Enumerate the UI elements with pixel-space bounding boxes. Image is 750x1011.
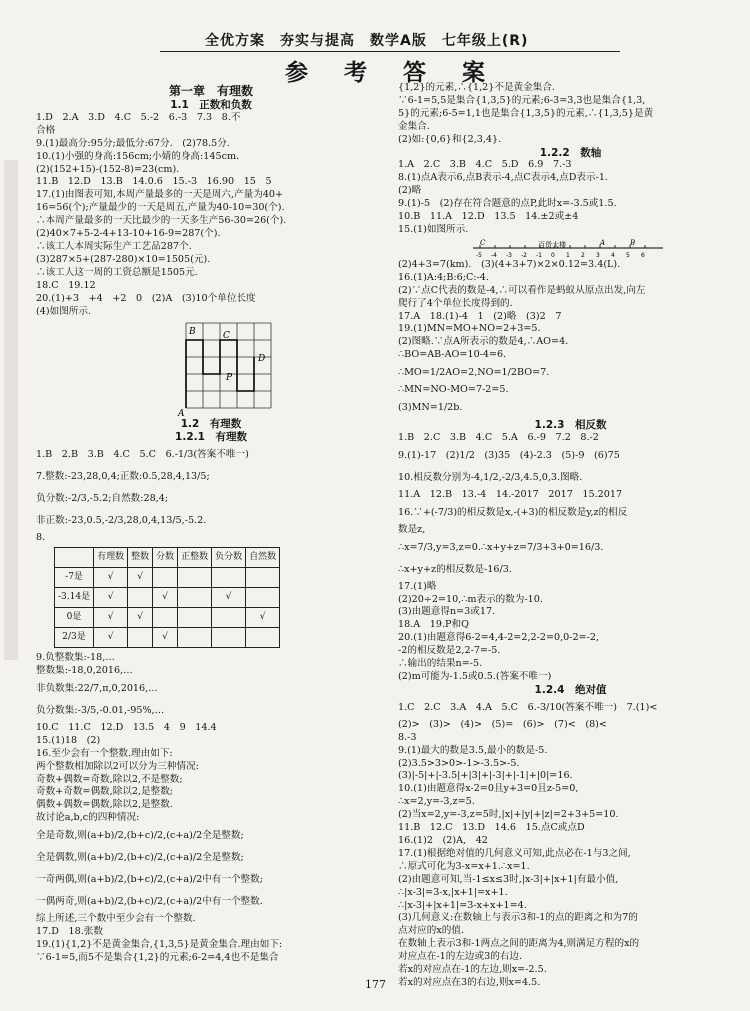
answer-line: {1,2}的元素,∴{1,2}不是黄金集合. xyxy=(398,82,555,93)
answer-line: (2)20÷2=10,∴m表示的数为-10. xyxy=(398,593,543,605)
section-title: 1.2.1 有理数 xyxy=(175,431,247,444)
answer-line: 8. xyxy=(36,532,46,544)
answer-line: 19.(1){1,2}不是黄金集合,{1,3,5}是黄金集合.理由如下: xyxy=(36,939,283,950)
answer-line: (3)287×5+(287-280)×10=1505(元). xyxy=(36,253,211,265)
answer-line: 1.B 2.C 3.B 4.C 5.A 6.-9 7.2 8.-2 xyxy=(398,431,599,443)
number-line-tick-label: 5 xyxy=(626,251,630,259)
answer-line: 8.(1)点A表示6,点B表示-4,点C表示4,点D表示-1. xyxy=(398,172,608,184)
answer-line: 11.B 12.C 13.D 14.6 15.点C或点D xyxy=(398,822,585,834)
number-line-tick-label: 3 xyxy=(596,251,600,259)
grid-point-label: B xyxy=(189,327,196,338)
classification-table xyxy=(54,547,280,648)
table-cell: 0是 xyxy=(55,608,94,628)
number-line-tick-label: -3 xyxy=(506,251,512,259)
number-line-svg xyxy=(468,237,668,259)
grid-figure xyxy=(36,318,386,418)
answer-line: 9.(1)最大的数是3.5,最小的数是-5. xyxy=(398,744,548,756)
answer-line: (2)> (3)> (4)> (5)= (6)> (7)< (8)< xyxy=(398,718,607,730)
table-header-cell: 自然数 xyxy=(246,548,280,568)
answer-line: 16.∵+(-7/3)的相反数是x,-(+3)的相反数是y,z的相反 xyxy=(398,506,628,518)
table-header-cell xyxy=(55,548,94,568)
table-cell: -3.14是 xyxy=(55,588,94,608)
answer-line: (2)当x=2,y=-3,z=5时,|x|+|y|+|z|=2+3+5=10. xyxy=(398,809,619,821)
answer-line: 一偶两奇,则(a+b)/2,(b+c)/2,(c+a)/2中有一个整数. xyxy=(36,896,263,908)
answer-line: 两个整数相加除以2可以分为三种情况: xyxy=(36,760,199,772)
table-cell xyxy=(178,608,212,628)
answer-line: 8.-3 xyxy=(398,731,417,743)
table-row xyxy=(55,588,280,608)
answer-line: 对应点在-1的左边或3的右边. xyxy=(398,951,523,963)
answer-line: 奇数+偶数=奇数,除以2,不是整数; xyxy=(36,773,183,785)
grid-point-label: C xyxy=(223,331,230,342)
answer-line: 17.(1)根据绝对值的几何意义可知,此点必在-1与3之间, xyxy=(398,847,631,859)
answer-line: 综上所述,三个数中至少会有一个整数. xyxy=(36,913,196,925)
number-line-point-label: A xyxy=(600,238,606,247)
answer-line: 15.(1)如图所示. xyxy=(398,223,469,235)
answer-line: ∴该工人这一周的工资总额是1505元. xyxy=(36,266,198,278)
table-cell: -7是 xyxy=(55,568,94,588)
answer-line: 偶数+偶数=偶数,除以2,是整数. xyxy=(36,799,173,811)
answer-line: 17.D 18.张数 xyxy=(36,926,103,938)
header-rule xyxy=(160,51,620,52)
table-cell xyxy=(212,628,246,648)
answer-line: ∴BO=AB-AO=10-4=6. xyxy=(398,349,507,361)
table-cell xyxy=(212,608,246,628)
table-cell xyxy=(212,568,246,588)
page-number: 177 xyxy=(365,978,386,991)
number-line-tick-label: -1 xyxy=(536,251,542,259)
answer-line: ∴|x-3|=3-x,|x+1|=x+1. xyxy=(398,886,508,898)
section-title: 1.2.3 相反数 xyxy=(534,419,607,432)
answer-line: 若x的对应点在-1的左边,则x=-2.5. xyxy=(398,964,547,976)
number-line-point-label: C xyxy=(480,238,486,247)
answer-line: (2)略 xyxy=(398,185,422,197)
answer-line: ∴|x-3|+|x+1|=3-x+x+1=4. xyxy=(398,899,527,911)
table-cell xyxy=(128,628,153,648)
answer-line: (2)3.5>3>0>-1>-3.5>-5. xyxy=(398,757,520,769)
answer-line: ∴MO=1/2AO=2,NO=1/2BO=7. xyxy=(398,367,550,379)
answer-line: 17.(1)由图表可知,本周产量最多的一天是周六,产量为40+ xyxy=(36,189,284,201)
left-column xyxy=(36,84,386,965)
answer-line: 11.B 12.D 13.B 14.0.6 15.-3 16.90 15 5 xyxy=(36,176,272,188)
answer-line: 19.(1)MN=MO+NO=2+3=5. xyxy=(398,323,541,335)
section-title: 1.2 有理数 xyxy=(180,418,242,431)
answer-line: 合格 xyxy=(36,124,56,136)
answer-line: 1.C 2.C 3.A 4.A 5.C 6.-3/10(答案不唯一) 7.(1)< xyxy=(398,701,658,713)
table-cell xyxy=(178,628,212,648)
running-header: 全优方案 夯实与提高 数学A版 七年级上(R) xyxy=(205,33,529,49)
answer-line: 非正数:-23,0.5,-2/3,28,0,4,13/5,-5.2. xyxy=(36,515,207,527)
answer-line: 15.(1)18 (2) xyxy=(36,734,101,746)
answer-line: 数是z, xyxy=(398,523,426,535)
table-row xyxy=(55,608,280,628)
answer-line: (4)如图所示. xyxy=(36,305,92,317)
right-column xyxy=(398,82,743,990)
table-header-cell: 有理数 xyxy=(94,548,128,568)
answer-line: ∴本周产量最多的一天比最少的一天多生产56-30=26(个). xyxy=(36,215,287,227)
answer-line: 5}的元素;6-5=1,1也是集合{1,3,5}的元素,∴{1,3,5}是黄 xyxy=(398,107,654,119)
answer-line: 整数集:-18,0,2016,… xyxy=(36,665,133,677)
answer-line: 爬行了4个单位长度得到的. xyxy=(398,297,513,309)
answer-line: (3)MN=1/2b. xyxy=(398,402,463,414)
answer-line: 18.C 19.12 xyxy=(36,279,96,291)
chapter-title: 第一章 有理数 xyxy=(168,84,253,98)
answer-line: 17.A 18.(1)-4 1 (2)略 (3)2 7 xyxy=(398,310,562,322)
number-line-tick-label: -4 xyxy=(491,251,497,259)
table-cell xyxy=(178,588,212,608)
answer-line: 故讨论a,b,c的四种情况: xyxy=(36,812,140,824)
answer-line: (2)∵点C代表的数是-4,∴可以看作是蚂蚁从原点出发,向左 xyxy=(398,284,646,296)
answer-line: 16.至少会有一个整数.理由如下: xyxy=(36,747,173,759)
answer-line: 负分数集:-3/5,-0.01,-95%,… xyxy=(36,704,165,716)
answer-line: (2)40×7+5-2-4+13-10+16-9=287(个). xyxy=(36,228,221,240)
answer-line: 9.(1)-17 (2)1/2 (3)35 (4)-2.3 (5)-9 (6)75 xyxy=(398,449,620,461)
answer-line: 16.(1)2 (2)A, 42 xyxy=(398,834,488,846)
table-header-cell: 负分数 xyxy=(212,548,246,568)
table-row xyxy=(55,568,280,588)
table-cell: √ xyxy=(153,628,178,648)
answer-line: 金集合. xyxy=(398,120,430,132)
answer-line: 11.A 12.B 13.-4 14.-2017 2017 15.2017 xyxy=(398,488,623,500)
table-cell: √ xyxy=(246,608,280,628)
number-line-tick-label: 4 xyxy=(611,251,615,259)
answer-line: 负分数:-2/3,-5.2;自然数:28,4; xyxy=(36,493,169,505)
answer-line: -2的相反数是2,2-7=-5. xyxy=(398,645,501,657)
table-cell xyxy=(246,588,280,608)
answer-line: 20.(1)由题意得6-2=4,4-2=2,2-2=0,0-2=-2, xyxy=(398,632,600,644)
answer-line: ∵6-1=5,而5不是集合{1,2}的元素;6-2=4,4也不是集合 xyxy=(36,951,279,963)
table-cell: √ xyxy=(153,588,178,608)
number-line-tick-label: 2 xyxy=(581,251,585,259)
answer-line: 18.A 19.P和Q xyxy=(398,619,469,631)
answer-line: 9.(1)-5 (2)存在符合题意的点P,此时x=-3.5或1.5. xyxy=(398,198,617,210)
table-cell: √ xyxy=(128,608,153,628)
answer-line: 9.(1)最高分:95分;最低分:67分. (2)78.5分. xyxy=(36,137,230,149)
answer-line: 17.(1)略 xyxy=(398,580,437,592)
table-cell: √ xyxy=(94,588,128,608)
answer-line: (2)图略.∵点A所表示的数是4,∴AO=4. xyxy=(398,336,569,348)
answer-line: 全是偶数,则(a+b)/2,(b+c)/2,(c+a)/2全是整数; xyxy=(36,852,244,864)
answer-line: 1.A 2.C 3.B 4.C 5.D 6.9 7.-3 xyxy=(398,159,572,171)
answer-line: ∴MN=NO-MO=7-2=5. xyxy=(398,384,509,396)
table-cell: √ xyxy=(94,628,128,648)
table-cell: √ xyxy=(94,568,128,588)
answer-line: 1.D 2.A 3.D 4.C 5.-2 6.-3 7.3 8.不 xyxy=(36,111,241,123)
grid-point-label: A xyxy=(178,409,185,419)
answer-line: 10.相反数分别为-4,1/2,-2/3,4.5,0,3.图略. xyxy=(398,471,583,483)
answer-line: 16=56(个);产量最少的一天是周五,产量为40-10=30(个). xyxy=(36,202,285,214)
answer-line: 10.(1)由题意得x-2=0且y+3=0且z-5=0, xyxy=(398,783,579,795)
answer-line: 16.(1)A:4;B:6;C:-4. xyxy=(398,271,489,283)
table-header-cell: 正整数 xyxy=(178,548,212,568)
table-cell: 2/3是 xyxy=(55,628,94,648)
answer-line: 一奇两偶,则(a+b)/2,(b+c)/2,(c+a)/2中有一个整数; xyxy=(36,874,263,886)
table-header-cell: 分数 xyxy=(153,548,178,568)
number-line-point-label: B xyxy=(630,238,636,247)
number-line-tick-label: 0 xyxy=(551,251,555,259)
answer-line: 10.C 11.C 12.D 13.5 4 9 14.4 xyxy=(36,721,217,733)
number-line-tick-label: -2 xyxy=(521,251,527,259)
table-header-cell: 整数 xyxy=(128,548,153,568)
number-line-tick-label: 6 xyxy=(641,251,645,259)
answer-line: (3)|-5|+|-3.5|+|3|+|-3|+|-1|+|0|=16. xyxy=(398,770,573,782)
number-line-tick-label: 1 xyxy=(566,251,570,259)
answer-line: ∴输出的结果n=-5. xyxy=(398,658,483,670)
answer-line: (3)由题意得n=3或17. xyxy=(398,606,496,618)
answer-line: 全是奇数,则(a+b)/2,(b+c)/2,(c+a)/2全是整数; xyxy=(36,830,244,842)
answer-line: 10.(1)小强的身高:156cm;小婧的身高:145cm. xyxy=(36,150,240,162)
answer-line: (2)由题意可知,当-1≤x≤3时,|x-3|+|x+1|有最小值, xyxy=(398,873,619,885)
answer-line: ∴x=7/3,y=3,z=0.∴x+y+z=7/3+3+0=16/3. xyxy=(398,541,604,553)
answer-line: ∴x=2,y=-3,z=5. xyxy=(398,796,475,808)
section-title: 1.1 正数和负数 xyxy=(170,99,252,111)
answer-line: 7.整数:-23,28,0,4;正数:0.5,28,4,13/5; xyxy=(36,471,210,483)
answer-line: 9.负整数集:-18,… xyxy=(36,652,115,664)
number-line-figure xyxy=(398,237,743,259)
answer-line: ∵6-1=5,5是集合{1,3,5}的元素;6-3=3,3也是集合{1,3, xyxy=(398,94,646,106)
answer-line: (3)几何意义:在数轴上与表示3和-1的点的距离之和为7的 xyxy=(398,912,638,924)
grid-svg xyxy=(176,318,296,418)
answer-line: ∴x+y+z的相反数是-16/3. xyxy=(398,563,512,575)
table-cell xyxy=(153,608,178,628)
table-cell: √ xyxy=(128,568,153,588)
section-title: 1.2.4 绝对值 xyxy=(534,683,607,696)
answer-line: (2)m可能为-1.5或0.5.(答案不唯一) xyxy=(398,671,552,682)
number-line-tick-label: -5 xyxy=(476,251,482,259)
answer-line: 点对应的x的值. xyxy=(398,925,465,937)
answer-line: (2)(152+15)-(152-8)=23(cm). xyxy=(36,163,180,175)
binding-spine xyxy=(4,160,18,660)
section-title: 1.2.2 数轴 xyxy=(539,146,602,159)
page-title: 参 考 答 案 xyxy=(285,60,500,86)
table-cell xyxy=(246,628,280,648)
table-cell xyxy=(153,568,178,588)
table-cell xyxy=(128,588,153,608)
answer-line: (2)4+3=7(km). (3)(4+3+7)×2×0.12=3.4(L). xyxy=(398,258,621,270)
table-cell xyxy=(178,568,212,588)
answer-line: 20.(1)+3 +4 +2 0 (2)A (3)10个单位长度 xyxy=(36,292,256,304)
number-line-point-label: 百货大楼 xyxy=(538,240,566,249)
grid-point-label: P xyxy=(226,373,233,384)
answer-line: 若x的对应点在3的右边,则x=4.5. xyxy=(398,976,541,988)
grid-point-label: D xyxy=(258,354,266,365)
table-cell xyxy=(246,568,280,588)
answer-line: (2)如:{0,6}和{2,3,4}. xyxy=(398,133,502,145)
answer-line: ∴该工人本周实际生产工艺品287个. xyxy=(36,240,192,252)
table-cell: √ xyxy=(94,608,128,628)
answer-line: 非负数集:22/7,π,0,2016,… xyxy=(36,682,158,694)
table-row xyxy=(55,628,280,648)
answer-line: 奇数+奇数=偶数,除以2,是整数; xyxy=(36,786,174,798)
table-cell: √ xyxy=(212,588,246,608)
answer-line: 在数轴上表示3和-1两点之间的距离为4,则满足方程的x的 xyxy=(398,938,640,950)
answer-line: ∴原式可化为3-x=x+1.∴x=1. xyxy=(398,860,530,872)
answer-line: 10.B 11.A 12.D 13.5 14.±2或±4 xyxy=(398,211,579,223)
answer-line: 1.B 2.B 3.B 4.C 5.C 6.-1/3(答案不唯一) xyxy=(36,449,249,461)
